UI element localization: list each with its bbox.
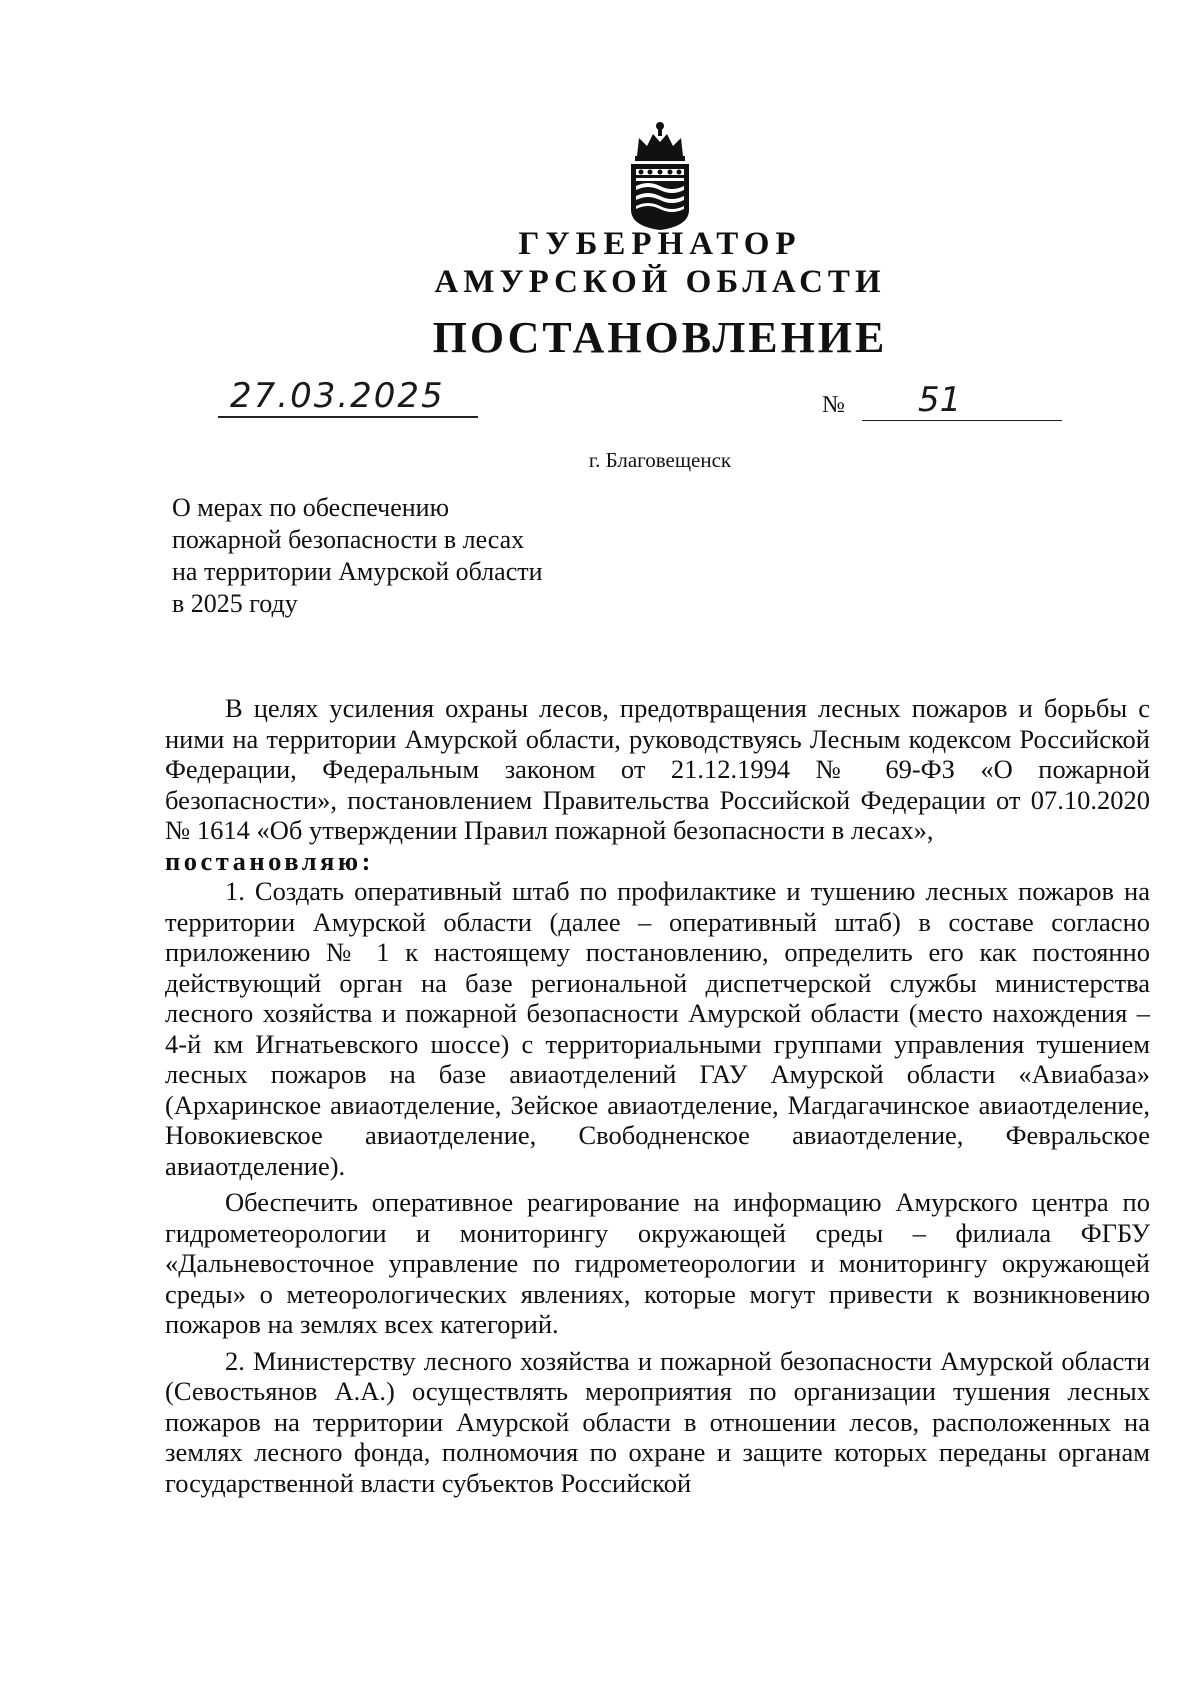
document-subject (172, 492, 543, 620)
preamble-paragraph: В целях усиления охраны лесов, предотвращения лесных пожаров и борьбы с ними на территории Амурской области, руководствуясь Лесным кодексом Российской Федерации, Федеральным законом от 21.12.1994 № 69-ФЗ «О пожарной безопасности», постановлением Правительства Российской Федерации от 07.10.2020 № 1614 «Об утверждении Правил пожарной безопасности в лесах», (165, 693, 1150, 845)
document-date: 27.03.2025 (230, 376, 445, 416)
document-number: 51 (918, 380, 962, 420)
paragraph-2: 2. Министерству лесного хозяйства и пожарной безопасности Амурской области (Севостьянов А.А.) осуществлять мероприятия по организации тушения лесных пожаров на территории Амурской области в отношении лесов, расположенных на землях лесного фонда, полномочия по охране и защите которых переданы органам государственной власти субъектов Российской (165, 1345, 1150, 1498)
subject-line: на территории Амурской области (172, 557, 543, 586)
city: г. Благовещенск (588, 448, 732, 472)
subject-line: О мерах по обеспечению (172, 493, 450, 522)
amur-region-coat-of-arms-icon (625, 120, 695, 232)
header-region: АМУРСКОЙ ОБЛАСТИ (434, 264, 886, 300)
document-body (165, 693, 1150, 1498)
paragraph-1: 1. Создать оперативный штаб по профилактике и тушению лесных пожаров на территории Амурской области (далее – оперативный штаб) в составе согласно приложению № 1 к настоящему постановлению, определить его как постоянно действующий орган на базе региональной диспетчерской службы министерства лесного хозяйства и пожарной безопасности Амурской области (место нахождения – 4-й км Игнатьевского шоссе) с территориальными группами управления тушением лесных пожаров на базе авиаотделений ГАУ Амурской области «Авиабаза» (Архаринское авиаотделение, Зейское авиаотделение, Магдагачинское авиаотделение, Новокиевское авиаотделение, Свободненское авиаотделение, Февральское авиаотделение). (165, 876, 1150, 1181)
date-underline (218, 416, 478, 418)
number-label: № (822, 392, 845, 418)
subject-line: пожарной безопасности в лесах (172, 525, 525, 554)
subject-line: в 2025 году (172, 589, 298, 618)
document-type: ПОСТАНОВЛЕНИЕ (432, 313, 888, 362)
header-title: ГУБЕРНАТОР (518, 226, 802, 262)
number-underline (862, 420, 1062, 421)
paragraph-1b: Обеспечить оперативное реагирование на информацию Амурского центра по гидрометеорологии и мониторингу окружающей среды – филиала ФГБУ «Дальневосточное управление по гидрометеорологии и мониторингу окружающей среды» о метеорологических явлениях, которые могут привести к возникновению пожаров на землях всех категорий. (165, 1187, 1150, 1339)
resolve-word: постановляю: (165, 845, 374, 876)
